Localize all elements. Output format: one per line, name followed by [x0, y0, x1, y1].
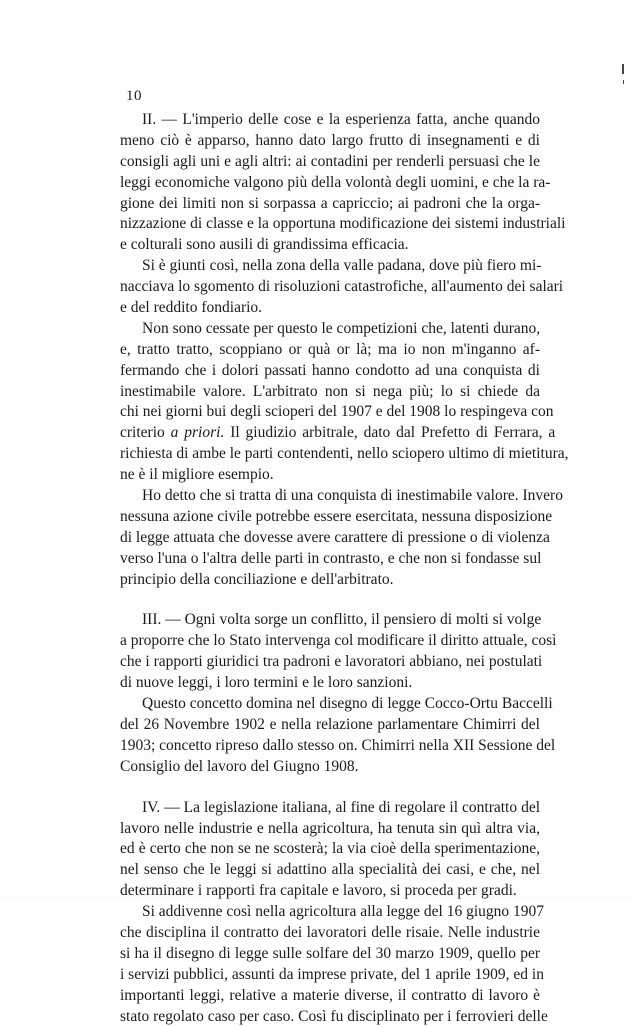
text-line: del 26 Novembre 1902 e nella relazione parlamentare Chimirri del — [120, 715, 540, 733]
page-number: 10 — [126, 88, 142, 104]
section-gap — [120, 778, 540, 798]
text-line: inestimabile valore. L'arbitrato non si nega più; lo si chiede da — [120, 382, 540, 400]
text-line: meno ciò è apparso, hanno dato largo frutto di insegnamenti e di — [120, 131, 540, 149]
section-2 — [120, 610, 557, 777]
text-line: richiesta di ambe le parti contendenti, nello sciopero ultimo di mietitura, — [120, 445, 569, 463]
text-line: principio della conciliazione e dell'arbitrato. — [120, 570, 394, 588]
text-line: chi nei giorni bui degli scioperi del 1907 e del 1908 lo respingeva con — [120, 403, 554, 421]
text-line: nel senso che le leggi si adattino alla specialità dei casi, e che, nel — [120, 861, 540, 879]
text-segment: criterio — [120, 424, 171, 442]
text-line: Si è giunti così, nella zona della valle padana, dove più fiero mi- — [142, 257, 542, 275]
text-line: Consiglio del lavoro del Giugno 1908. — [120, 757, 359, 775]
text-line: verso l'una o l'altra delle parti in contrasto, e che non si fondasse sul — [120, 549, 542, 567]
text-line: II. — L'imperio delle cose e la esperienza fatta, anche quando — [142, 111, 540, 128]
text-line: determinare i rapporti fra capitale e lavoro, si proceda per gradi. — [120, 882, 517, 900]
text-line: ed è certo che non se ne scosterà; la via cioè della sperimentazione, — [120, 840, 540, 858]
text-line: e colturali sono ausili di grandissima efficacia. — [120, 236, 409, 254]
text-line: ne è il migliore esempio. — [120, 466, 274, 484]
italic-term: a priori. — [170, 424, 225, 442]
text-line: si ha il disegno di legge sulle solfare del 30 marzo 1909, quello per — [120, 944, 540, 962]
text-line: importanti leggi, relative a materie diverse, il contratto di lavoro è — [120, 986, 540, 1004]
scan-edge-mark — [622, 64, 624, 74]
body-text — [120, 110, 569, 1027]
text-line: lavoro nelle industrie e nella agricoltura, ha tenuta sin quì altra via, — [120, 819, 540, 837]
text-line: di legge attuata che dovesse avere carattere di pressione o di violenza — [120, 528, 550, 546]
text-line: i servizi pubblici, assunti da imprese private, del 1 aprile 1909, ed in — [120, 965, 544, 983]
text-line: a proporre che lo Stato intervenga col modificare il diritto attuale, così — [120, 632, 557, 650]
text-line: che i rapporti giuridici tra padroni e lavoratori abbiano, nei postulati — [120, 653, 543, 671]
scan-edge-mark — [623, 80, 624, 84]
text-line: che disciplina il contratto dei lavoratori delle risaie. Nelle industrie — [120, 923, 540, 941]
section-3 — [120, 798, 548, 1027]
text-line: consigli agli uni e agli altri: ai contadini per renderli persuasi che le — [120, 152, 540, 170]
text-line: fermando che i dolori passati hanno condotto ad una conquista di — [120, 361, 540, 379]
text-line: Ho detto che si tratta di una conquista di inestimabile valore. Invero — [142, 487, 563, 505]
text-line: nacciava lo sgomento di risoluzioni catastrofiche, all'aumento dei salari — [120, 278, 564, 296]
text-line: stato regolato caso per caso. Così fu disciplinato per i ferrovieri delle — [120, 1007, 548, 1025]
text-line: Si addivenne così nella agricoltura alla legge del 16 giugno 1907 — [142, 903, 545, 921]
text-line: nizzazione di classe e la opportuna modificazione dei sistemi industriali — [120, 215, 566, 233]
text-line: Non sono cessate per questo le competizioni che, latenti durano, — [142, 319, 541, 337]
text-line: III. — Ogni volta sorge un conflitto, il pensiero di molti si volge — [142, 611, 542, 629]
text-line: Questo concetto domina nel disegno di legge Cocco-Ortu Baccelli — [142, 695, 553, 713]
text-line: di nuove leggi, i loro termini e le loro sanzioni. — [120, 674, 413, 692]
text-line: leggi economiche valgono più della volontà degli uomini, e che la ra- — [120, 173, 551, 191]
section-1 — [120, 110, 569, 590]
text-line: IV. — La legislazione italiana, al fine di regolare il contratto del — [142, 798, 540, 816]
text-line: gione dei limiti non si sorpassa a capriccio; ai padroni che la orga- — [120, 194, 540, 212]
section-gap — [120, 590, 540, 610]
text-line: 1903; concetto ripreso dallo stesso on. Chimirri nella XII Sessione del — [120, 736, 556, 754]
text-line: e, tratto tratto, scoppiano or quà or là; ma io non m'inganno af- — [120, 340, 540, 358]
text-line: nessuna azione civile potrebbe essere esercitata, nessuna disposizione — [120, 507, 553, 525]
text-line: e del reddito fondiario. — [120, 299, 263, 317]
text-segment: Il giudizio arbitrale, dato dal Prefetto di Ferrara, a — [224, 424, 556, 442]
text-line — [120, 423, 556, 444]
